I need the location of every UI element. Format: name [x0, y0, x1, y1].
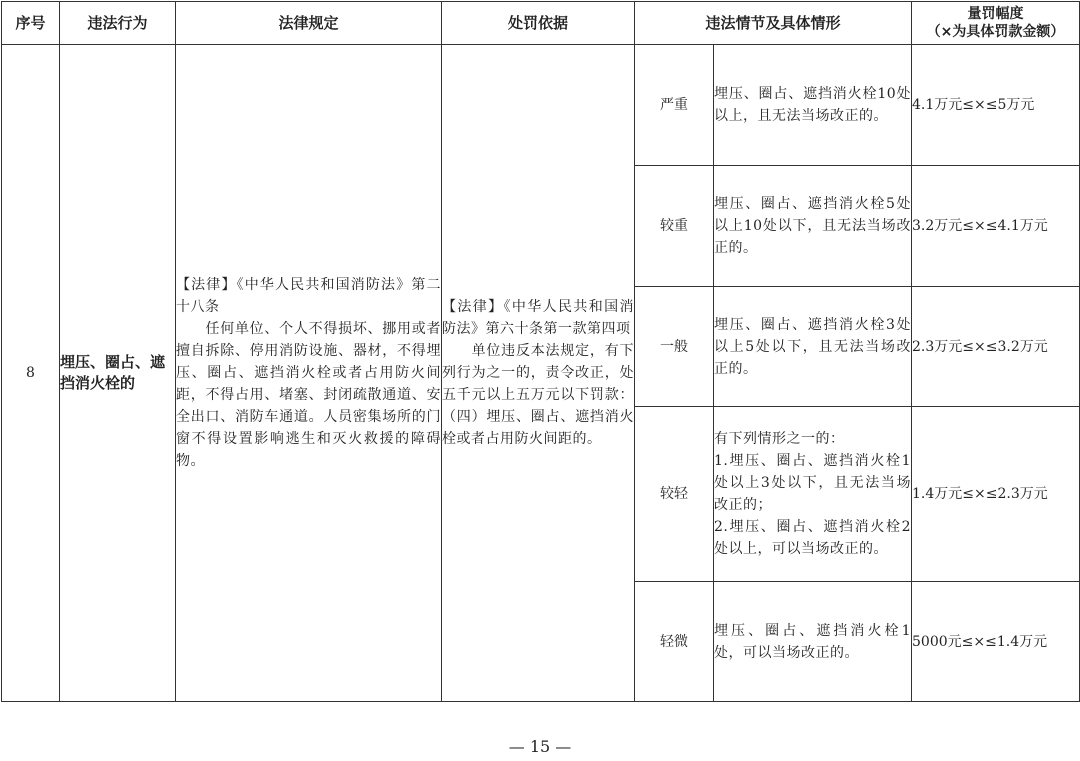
penalty-table: [1, 1, 1080, 702]
entry-seq: 8: [2, 45, 60, 702]
header-act: 违法行为: [60, 2, 176, 45]
header-row: [2, 2, 1080, 45]
header-basis: 处罚依据: [442, 2, 635, 45]
basis-title: 【法律】《中华人民共和国消防法》第六十条第一款第四项: [442, 299, 634, 337]
level-label: 较轻: [635, 407, 714, 582]
entry-act: 埋压、圈占、遮挡消火栓的: [60, 45, 176, 702]
level-detail: 埋压、圈占、遮挡消火栓10处以上，且无法当场改正的。: [714, 45, 912, 166]
basis-body: 单位违反本法规定，有下列行为之一的，责令改正，处五千元以上五万元以下罚款：（四）埋压、圈占、遮挡消火栓或者占用防火间距的。: [442, 343, 634, 447]
level-label: 一般: [635, 287, 714, 407]
level-range: 1.4万元≤×≤2.3万元: [912, 407, 1080, 582]
level-range: 3.2万元≤×≤4.1万元: [912, 166, 1080, 287]
table-row: [2, 45, 1080, 166]
header-circumstances: 违法情节及具体情形: [635, 2, 912, 45]
level-detail: 埋压、圈占、遮挡消火栓5处以上10处以下，且无法当场改正的。: [714, 166, 912, 287]
header-range: [912, 2, 1080, 45]
level-detail: 埋压、圈占、遮挡消火栓3处以上5处以下，且无法当场改正的。: [714, 287, 912, 407]
level-detail: 埋压、圈占、遮挡消火栓1处，可以当场改正的。: [714, 582, 912, 702]
level-label: 轻微: [635, 582, 714, 702]
level-label: 较重: [635, 166, 714, 287]
level-label: 严重: [635, 45, 714, 166]
entry-law: [176, 45, 442, 702]
header-seq: 序号: [2, 2, 60, 45]
level-range: 5000元≤×≤1.4万元: [912, 582, 1080, 702]
level-detail: 有下列情形之一的： 1.埋压、圈占、遮挡消火栓1处以上3处以下，且无法当场改正的； 2.埋压、圈占、遮挡消火栓2处以上，可以当场改正的。: [714, 407, 912, 582]
header-range-title: 量罚幅度: [967, 6, 1024, 22]
law-body: 任何单位、个人不得损坏、挪用或者擅自拆除、停用消防设施、器材，不得埋压、圈占、遮挡消火栓或者占用防火间距，不得占用、堵塞、封闭疏散通道、安全出口、消防车通道。人员密集场所的门窗不得设置影响逃生和灭火救援的障碍物。: [176, 321, 441, 469]
header-law: 法律规定: [176, 2, 442, 45]
page-number: — 15 —: [508, 737, 572, 756]
header-range-note: （×为具体罚款金额）: [926, 24, 1065, 40]
law-title: 【法律】《中华人民共和国消防法》第二十八条: [176, 277, 441, 315]
level-range: 4.1万元≤×≤5万元: [912, 45, 1080, 166]
level-range: 2.3万元≤×≤3.2万元: [912, 287, 1080, 407]
entry-basis: [442, 45, 635, 702]
